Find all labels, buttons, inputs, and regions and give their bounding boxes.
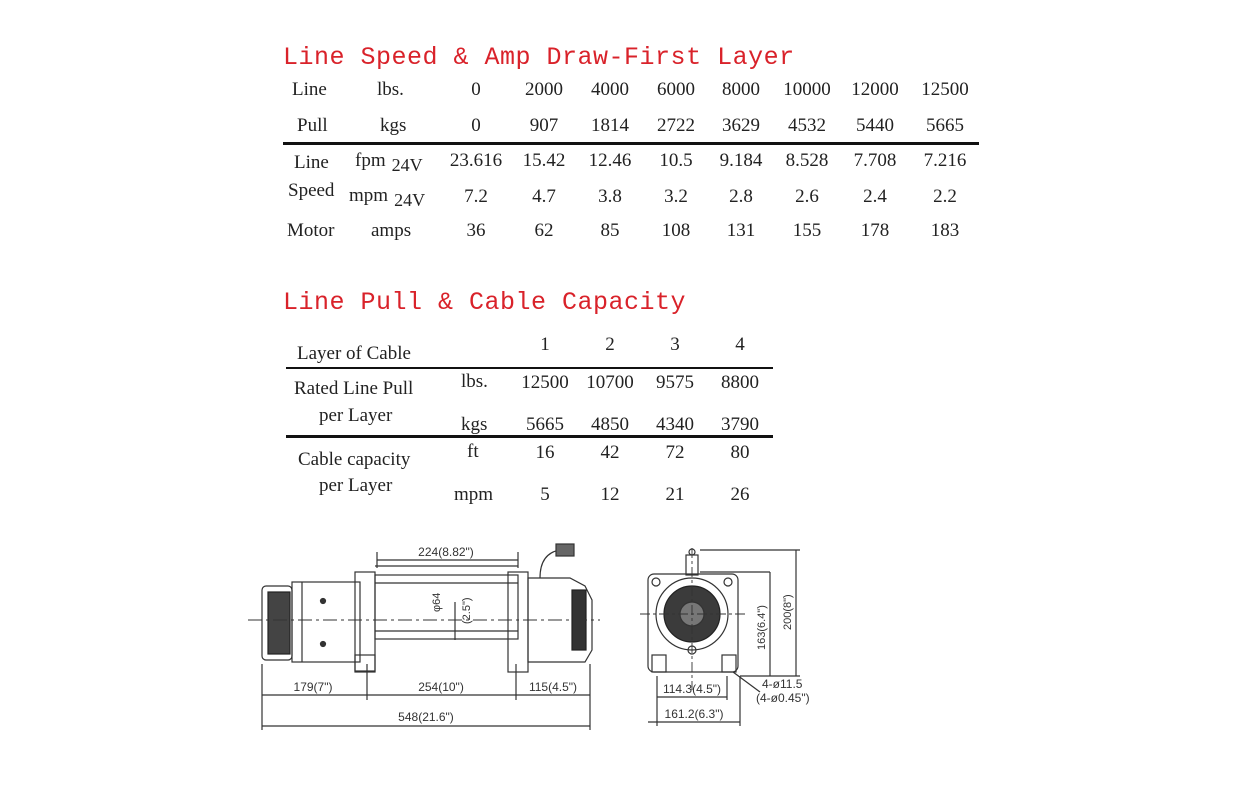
- table-cell: 4340: [656, 414, 694, 435]
- dim-bolt-in: (4-ø0.45"): [756, 691, 810, 705]
- table-cell: 42: [600, 442, 620, 463]
- dim-mid: 254(10"): [418, 680, 464, 694]
- capacity-label: Cable capacity: [298, 449, 411, 470]
- table-cell: 2.2: [933, 186, 957, 207]
- table-cell: 1814: [591, 115, 629, 136]
- row-unit: mpm: [454, 484, 494, 505]
- table-cell: 21: [665, 484, 685, 505]
- table-cell: 23.616: [449, 150, 503, 171]
- table-cell: 2.4: [863, 186, 887, 207]
- table-cell: 6000: [657, 79, 695, 100]
- table1-title: Line Speed & Amp Draw-First Layer: [283, 43, 795, 72]
- row-unit: amps: [371, 220, 412, 241]
- table-cell: 0: [471, 79, 481, 100]
- row-unit: mpm 24V: [349, 185, 426, 210]
- table-cell: 12500: [521, 372, 569, 393]
- row-unit: fpm 24V: [355, 150, 423, 175]
- table-cell: 3629: [722, 115, 760, 136]
- dim-base-114: 114.3(4.5"): [662, 682, 722, 696]
- table-cell: 10.5: [659, 150, 693, 171]
- table-cell: 80: [730, 442, 750, 463]
- table-cell: 4850: [591, 414, 629, 435]
- table-cell: 3.2: [664, 186, 688, 207]
- table-cell: 4.7: [532, 186, 556, 207]
- row-label: Pull: [297, 115, 328, 136]
- table2-title: Line Pull & Cable Capacity: [283, 288, 687, 317]
- table-cell: 4532: [788, 115, 826, 136]
- dim-height-163: 163(6.4"): [756, 605, 768, 650]
- table-cell: 183: [930, 220, 960, 241]
- row-unit: lbs.: [461, 371, 488, 392]
- table-cell: 10000: [783, 79, 831, 100]
- table-cell: 5: [540, 484, 550, 505]
- row-label: Line: [292, 79, 327, 100]
- dim-total: 548(21.6"): [398, 710, 454, 724]
- table-cell: 72: [665, 442, 685, 463]
- table-cell: 178: [860, 220, 890, 241]
- motor-fins: [268, 592, 290, 654]
- dim-right: 115(4.5"): [528, 680, 578, 694]
- dim-drum-width: 224(8.82"): [418, 545, 474, 559]
- drum: [375, 575, 518, 639]
- dim-drum-dia-in: (2.5"): [461, 597, 473, 624]
- table-cell: 12500: [921, 79, 969, 100]
- table-cell: 85: [600, 220, 620, 241]
- table-cell: 16: [535, 442, 555, 463]
- table-cell: 8.528: [785, 150, 829, 171]
- table-cell: 2: [605, 334, 615, 355]
- table-cell: 5665: [926, 115, 964, 136]
- table-cell: 131: [726, 220, 756, 241]
- row-unit: lbs.: [377, 79, 404, 100]
- table-cell: 1: [540, 334, 550, 355]
- layer-label: Layer of Cable: [297, 343, 411, 364]
- row-label: Line: [294, 152, 329, 173]
- dim-left: 179(7"): [293, 680, 333, 694]
- table-cell: 2.6: [795, 186, 819, 207]
- rated-label: per Layer: [319, 405, 393, 426]
- table-cell: 3.8: [598, 186, 622, 207]
- table-cell: 9.184: [719, 150, 763, 171]
- left-support: [355, 572, 375, 672]
- table-cell: 8000: [722, 79, 760, 100]
- table-cell: 26: [730, 484, 750, 505]
- table-cell: 7.2: [464, 186, 488, 207]
- table-cell: 5440: [856, 115, 894, 136]
- dim-bolt: 4-ø11.5: [762, 677, 803, 691]
- table-cell: 12: [600, 484, 620, 505]
- table-cell: 4000: [591, 79, 629, 100]
- table-cell: 2.8: [729, 186, 753, 207]
- dim-base-161: 161.2(6.3"): [664, 707, 724, 721]
- row-unit: kgs: [380, 115, 407, 136]
- table-cell: 62: [534, 220, 554, 241]
- table-cell: 907: [529, 115, 559, 136]
- table-cell: 2000: [525, 79, 563, 100]
- row-unit: ft: [467, 441, 479, 462]
- table-cell: 3: [670, 334, 680, 355]
- table-cell: 108: [661, 220, 691, 241]
- table-cell: 36: [466, 220, 486, 241]
- table-cell: 9575: [656, 372, 694, 393]
- capacity-label: per Layer: [319, 475, 393, 496]
- dim-drum-dia: φ64: [431, 592, 443, 612]
- table-cell: 0: [471, 115, 481, 136]
- rated-label: Rated Line Pull: [294, 378, 414, 399]
- table-cell: 12000: [851, 79, 899, 100]
- table-cell: 155: [792, 220, 822, 241]
- row-label: Motor: [287, 220, 335, 241]
- table-cell: 15.42: [522, 150, 566, 171]
- table-cell: 12.46: [588, 150, 632, 171]
- table-cell: 4: [735, 334, 745, 355]
- table-cell: 3790: [721, 414, 759, 435]
- row-unit: kgs: [461, 414, 488, 435]
- table-cell: 7.708: [853, 150, 897, 171]
- table-cell: 10700: [586, 372, 634, 393]
- table-cell: 5665: [526, 414, 564, 435]
- dim-height-200: 200(8"): [782, 594, 794, 630]
- row-label: Speed: [288, 180, 335, 201]
- table-cell: 8800: [721, 372, 759, 393]
- table-cell: 2722: [657, 115, 695, 136]
- table-cell: 7.216: [923, 150, 967, 171]
